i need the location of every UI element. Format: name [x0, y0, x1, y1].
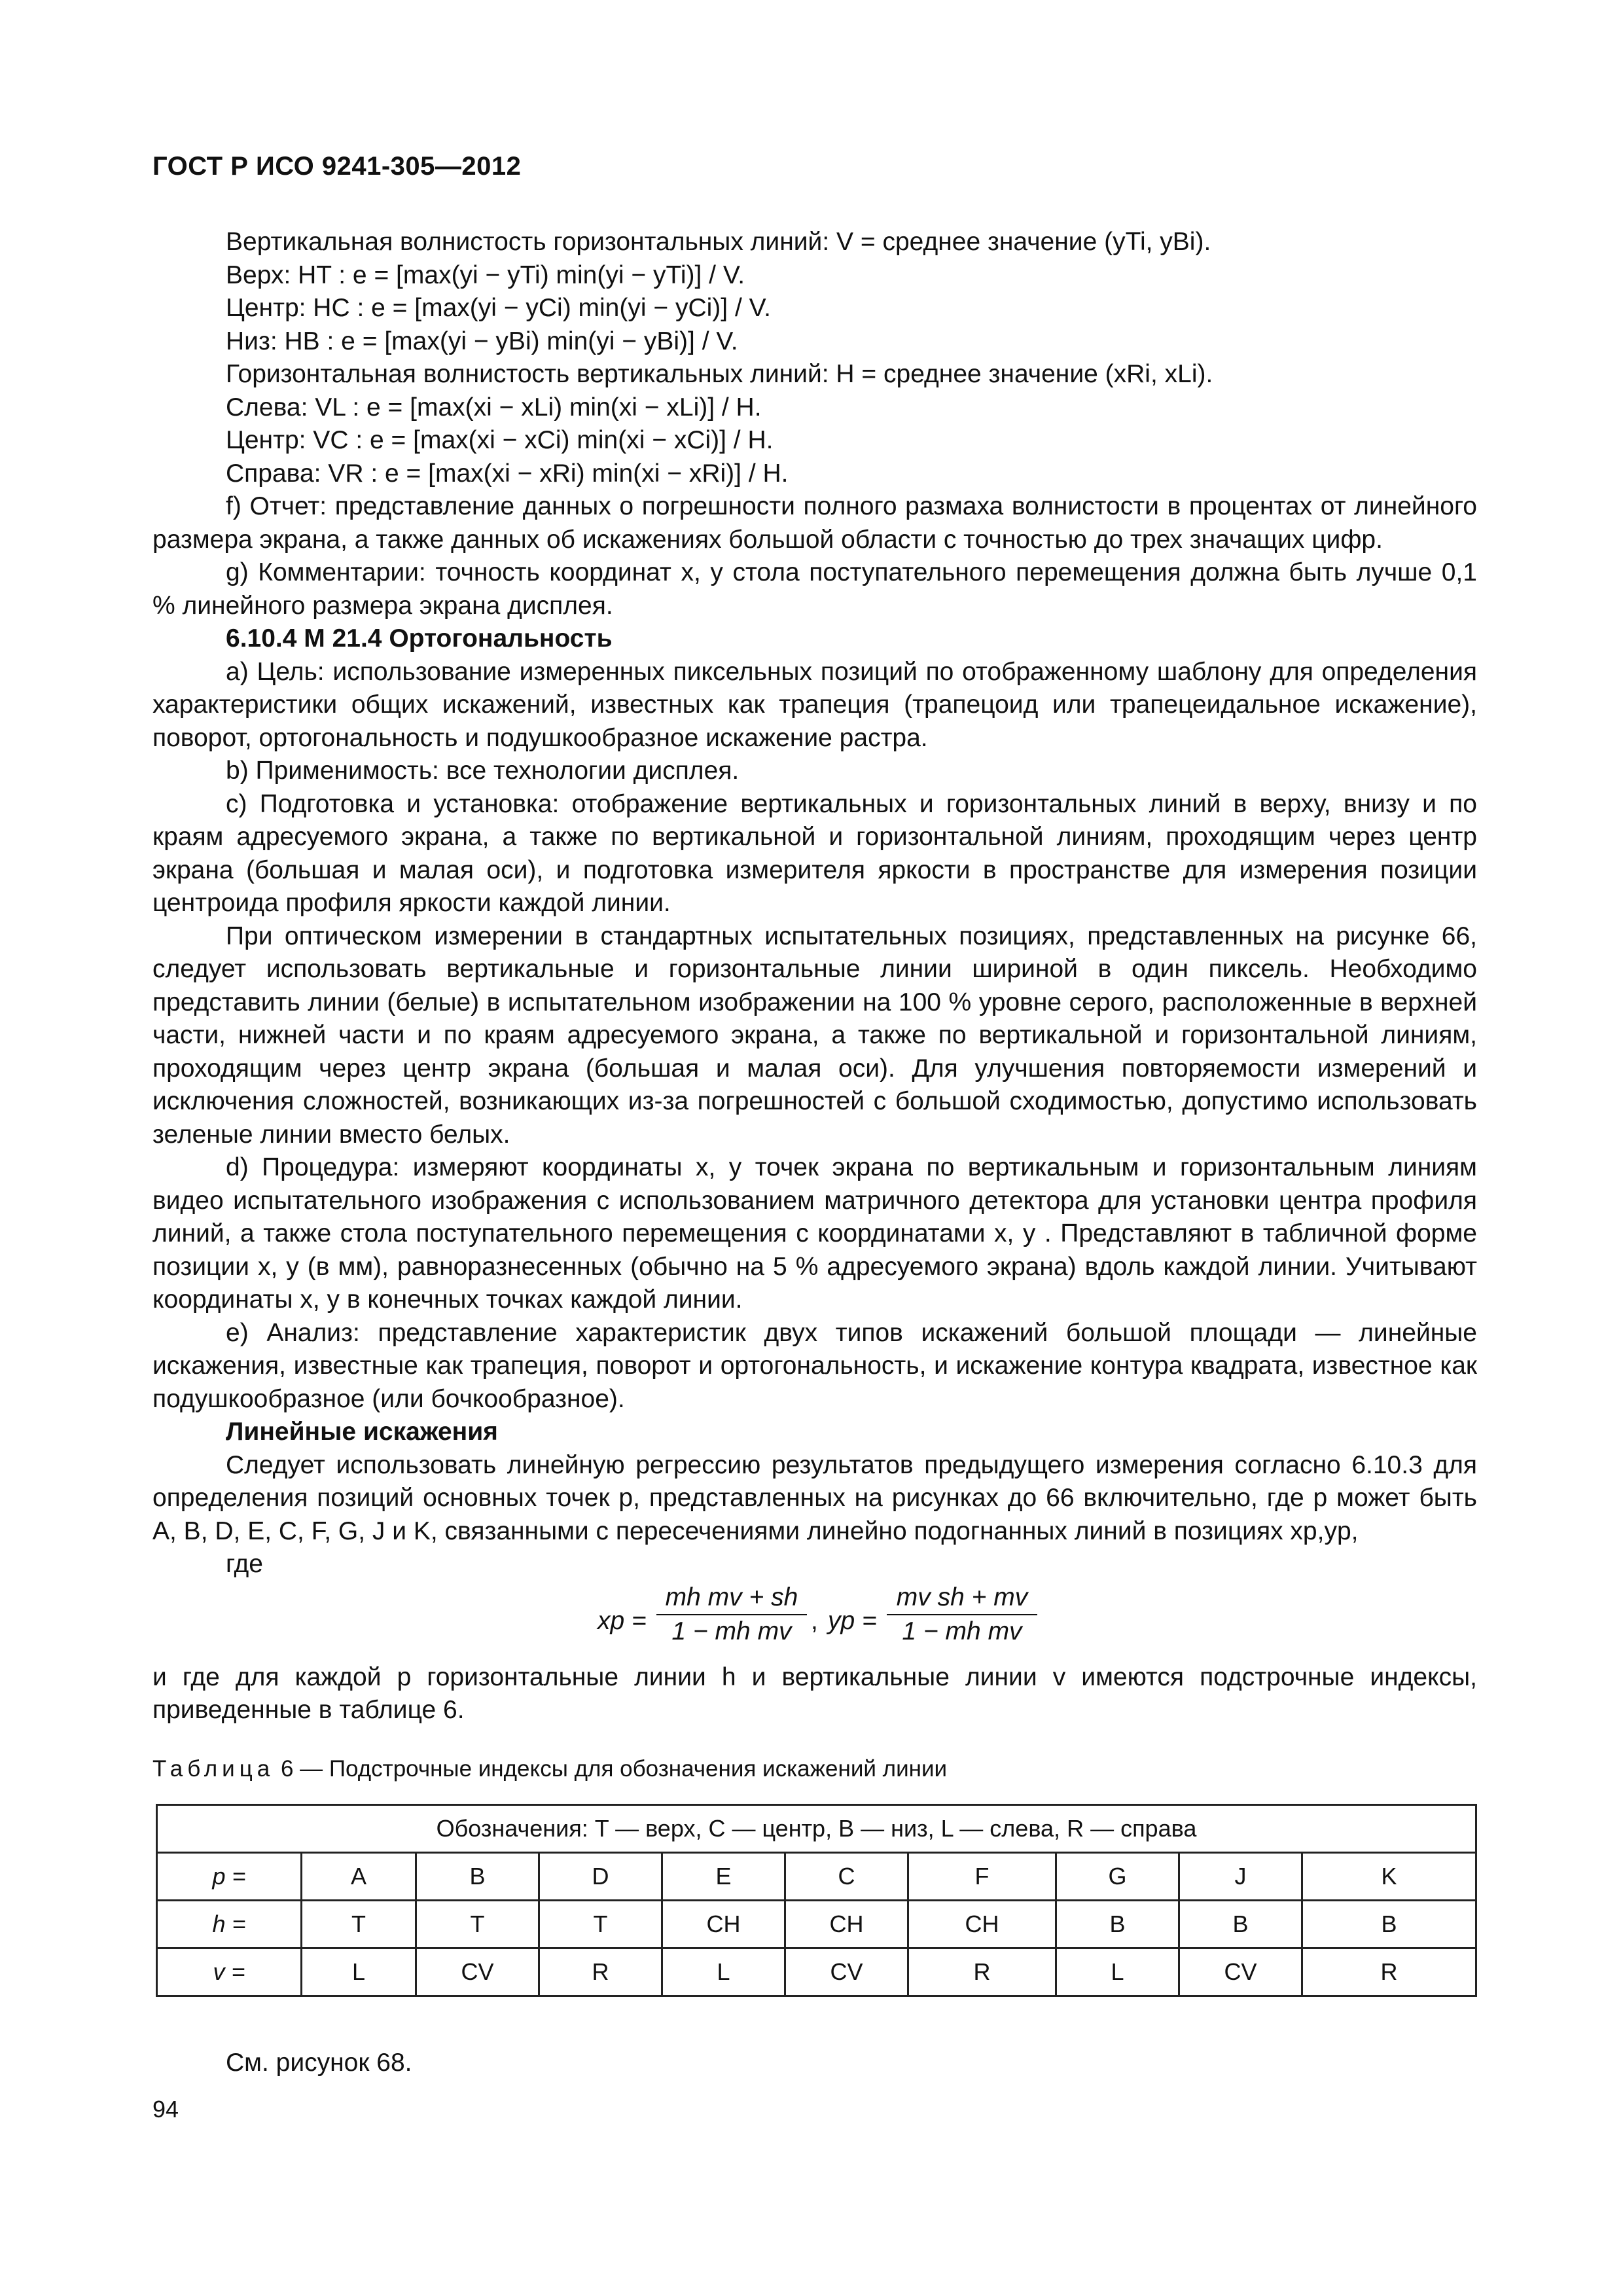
table-cell: G — [1056, 1853, 1179, 1901]
table-caption-word: Таблица — [152, 1756, 275, 1782]
formula-center-h: Центр: HC : e = [max(yi − yCi) min(yi − yCi)] / V. — [226, 294, 771, 322]
table-cell: CV — [416, 1948, 539, 1996]
paragraph-b-applicability: b) Применимость: все технологии дисплея. — [226, 757, 740, 785]
formula-horizontal-waviness: Горизонтальная волнистость вертикальных линий: H = среднее значение (xRi, xLi). — [226, 360, 1213, 388]
table-cell: CH — [662, 1901, 785, 1948]
table-cell: J — [1179, 1853, 1302, 1901]
table-cell: R — [539, 1948, 662, 1996]
formula-left: Слева: VL : e = [max(xi − xLi) min(xi − xLi)] / H. — [226, 393, 762, 422]
formula-center-v: Центр: VC : e = [max(xi − xCi) min(xi − xCi)] / H. — [226, 426, 774, 454]
eq-xp-numerator: mh mv + sh — [656, 1581, 807, 1615]
eq-separator: , — [811, 1606, 818, 1635]
paragraph-where: где — [226, 1550, 263, 1578]
table-cell: R — [908, 1948, 1056, 1996]
table-cell: CV — [785, 1948, 908, 1996]
main-content — [152, 226, 1477, 1727]
subheading-linear-distortions: Линейные искажения — [226, 1418, 498, 1446]
eq-xp-label: xp = — [597, 1606, 647, 1635]
table-legend-row — [157, 1805, 1476, 1853]
table-cell: CV — [1179, 1948, 1302, 1996]
table-cell: K — [1302, 1853, 1476, 1901]
table-row-label: v = — [157, 1948, 302, 1996]
table-cell: L — [302, 1948, 416, 1996]
table-caption-text: 6 — Подстрочные индексы для обозначения искажений линии — [280, 1756, 948, 1782]
table-cell: A — [302, 1853, 416, 1901]
table-cell: T — [416, 1901, 539, 1948]
formula-right: Справа: VR : e = [max(xi − xRi) min(xi − xRi)] / H. — [226, 459, 789, 488]
table-cell: CH — [908, 1901, 1056, 1948]
page-number: 94 — [152, 2096, 179, 2123]
paragraph-a-purpose: a) Цель: использование измеренных пиксельных позиций по отображенному шаблону для определения характеристики общих искажений, известных как трапеция (трапецоид или трапецеидальное искажение), поворот, ортогональность и подушкообразное искажение растра. — [152, 657, 1477, 752]
eq-xp-fraction — [656, 1581, 807, 1661]
subscript-table — [156, 1804, 1477, 1997]
table-cell: B — [1302, 1901, 1476, 1948]
table-row — [157, 1901, 1476, 1948]
equation-block — [152, 1581, 1477, 1661]
paragraph-c-setup: c) Подготовка и установка: отображение вертикальных и горизонтальных линий в верху, внизу и по краям адресуемого экрана, а также по вертикальной и горизонтальной линиям, проходящим через центр экрана (большая и малая оси), и подготовка измерителя яркости в пространстве для измерения позиции центроида профиля яркости каждой линии. — [152, 789, 1477, 917]
table-cell: B — [1056, 1901, 1179, 1948]
table-cell: F — [908, 1853, 1056, 1901]
table-cell: R — [1302, 1948, 1476, 1996]
formula-bottom: Низ: HB : e = [max(yi − yBi) min(yi − yBi)] / V. — [226, 327, 738, 355]
see-figure-note: См. рисунок 68. — [226, 2049, 412, 2077]
table-row — [157, 1853, 1476, 1901]
table-legend: Обозначения: T — верх, C — центр, B — низ, L — слева, R — справа — [157, 1805, 1476, 1853]
paragraph-e-analysis: e) Анализ: представление характеристик двух типов искажений большой площади — линейные искажения, известные как трапеция, поворот и ортогональность, и искажение контура квадрата, известное как подушкообразное (или бочкообразное). — [152, 1318, 1477, 1413]
paragraph-g-comments: g) Комментарии: точность координат x, y стола поступательного перемещения должна быть лучше 0,1 % линейного размера экрана дисплея. — [152, 558, 1477, 620]
table-cell: T — [539, 1901, 662, 1948]
eq-yp-denominator: 1 − mh mv — [902, 1617, 1022, 1645]
table-cell: L — [1056, 1948, 1179, 1996]
eq-yp-label: yp = — [828, 1606, 877, 1635]
table-cell: B — [1179, 1901, 1302, 1948]
table-cell: CH — [785, 1901, 908, 1948]
table-cell: C — [785, 1853, 908, 1901]
table-cell: D — [539, 1853, 662, 1901]
eq-yp-fraction — [887, 1581, 1037, 1661]
formula-top: Верх: HT : e = [max(yi − yTi) min(yi − yTi)] / V. — [226, 260, 745, 289]
formula-vertical-waviness: Вертикальная волнистость горизонтальных линий: V = среднее значение (yTi, yBi). — [226, 228, 1211, 256]
paragraph-d-procedure: d) Процедура: измеряют координаты x, y точек экрана по вертикальным и горизонтальным линиям видео испытательного изображения с использованием матричного детектора для установки центра профиля линий, а также стола поступательного перемещения с координатами x, y . Представляют в табличной форме позиции x, y (в мм), равноразнесенных (обычно на 5 % адресуемого экрана) вдоль каждой линии. Учитывают координаты x, y в конечных точках каждой линии. — [152, 1153, 1477, 1314]
table-cell: L — [662, 1948, 785, 1996]
eq-xp-denominator: 1 − mh mv — [671, 1617, 792, 1645]
document-header: ГОСТ Р ИСО 9241-305—2012 — [152, 152, 522, 181]
eq-yp-numerator: mv sh + mv — [887, 1581, 1037, 1615]
section-heading: 6.10.4 М 21.4 Ортогональность — [226, 624, 613, 653]
table-cell: E — [662, 1853, 785, 1901]
paragraph-f-report: f) Отчет: представление данных о погрешности полного размаха волнистости в процентах от линейного размера экрана, а также данных об искажениях большой области с точностью до трех значащих цифр. — [152, 492, 1477, 554]
table-cell: B — [416, 1853, 539, 1901]
paragraph-after-equation: и где для каждой p горизонтальные линии h и вертикальные линии v имеются подстрочные индексы, приведенные в таблице 6. — [152, 1662, 1477, 1724]
paragraph-linear-regression: Следует использовать линейную регрессию результатов предыдущего измерения согласно 6.10.3 для определения позиций основных точек p, представленных на рисунках до 66 включительно, где p может быть A, B, D, E, C, F, G, J и K, связанными с пересечениями линейно подогнанных линий в позициях xp,yp, — [152, 1450, 1477, 1545]
table-caption — [152, 1756, 947, 1782]
table-row-label: h = — [157, 1901, 302, 1948]
table-row-label: p = — [157, 1853, 302, 1901]
table-row — [157, 1948, 1476, 1996]
paragraph-optical-measurement: При оптическом измерении в стандартных испытательных позициях, представленных на рисунке 66, следует использовать вертикальные и горизонтальные линии шириной в один пиксель. Необходимо представить линии (белые) в испытательном изображении на 100 % уровне серого, расположенные в верхней части, нижней части и по краям адресуемого экрана, а также по вертикальной и горизонтальной линиям, проходящим через центр экрана (большая и малая оси). Для улучшения повторяемости измерений и исключения сложностей, возникающих из-за погрешностей с большой сходимостью, допустимо использовать зеленые линии вместо белых. — [152, 922, 1477, 1149]
table-cell: T — [302, 1901, 416, 1948]
